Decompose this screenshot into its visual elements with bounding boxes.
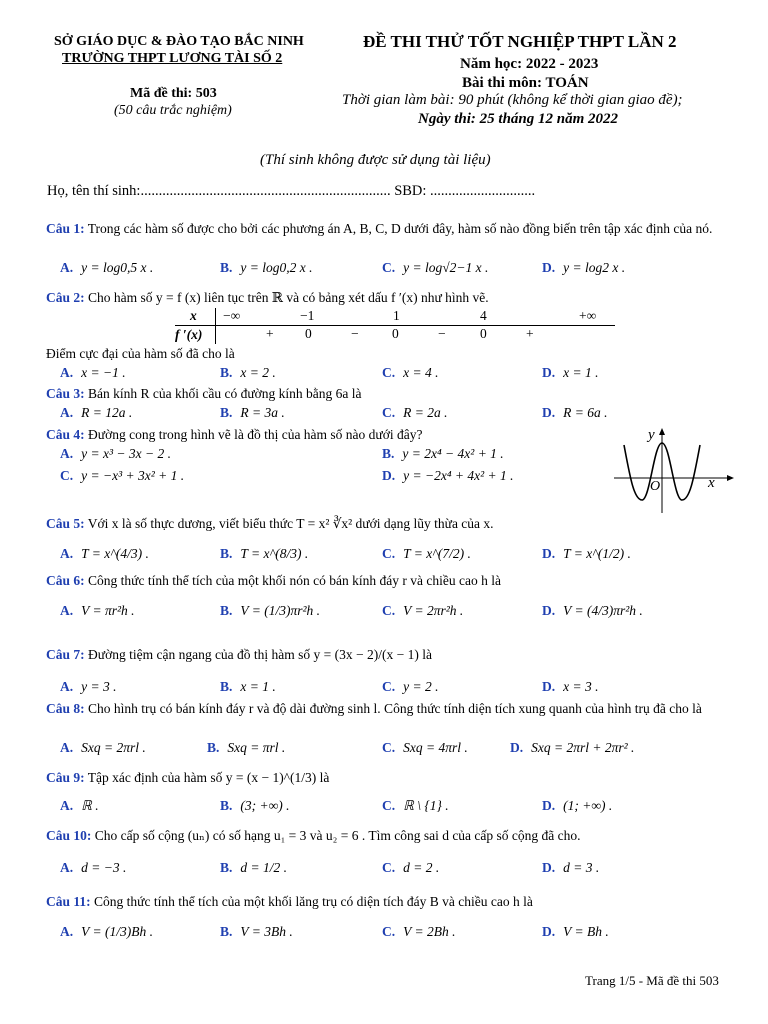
option-d: D. x = 1 . <box>542 365 599 380</box>
option-a: A. y = x³ − 3x − 2 . <box>60 446 171 461</box>
question-4: Câu 4: Đường cong trong hình vẽ là đồ thị của hàm số nào dưới đây? <box>46 427 423 442</box>
option-c: C. y = 2 . <box>382 679 439 694</box>
option-a: A. y = 3 . <box>60 679 117 694</box>
school-year: Năm học: 2022 - 2023 <box>460 56 599 72</box>
option-c: C. V = 2πr²h . <box>382 603 464 618</box>
origin-label: O <box>650 479 661 494</box>
exam-code: Mã đề thi: 503 <box>130 86 217 101</box>
option-a: A. T = x^(4/3) . <box>60 546 149 561</box>
option-d: D. V = (4/3)πr²h . <box>542 603 643 618</box>
question-1 <box>46 219 736 238</box>
question-2: Câu 2: Cho hàm số y = f (x) liên tục trên ℝ và có bảng xét dấu f ′(x) như hình vẽ. <box>46 290 489 305</box>
option-c: C. Sxq = 4πrl . <box>382 740 468 755</box>
option-c: C. y = −x³ + 3x² + 1 . <box>60 468 185 483</box>
question-9: Câu 9: Tập xác định của hàm số y = (x − 1)^(1/3) là <box>46 770 330 785</box>
time-limit: Thời gian làm bài: 90 phút (không kể thời gian giao đề); <box>342 92 683 108</box>
option-d: D. d = 3 . <box>542 860 600 875</box>
option-b: B. V = 3Bh . <box>220 924 293 939</box>
question-label: Câu 1: <box>46 221 85 236</box>
question-2-prompt: Điểm cực đại của hàm số đã cho là <box>46 346 235 361</box>
option-c: C. d = 2 . <box>382 860 440 875</box>
question-text: Trong các hàm số được cho bởi các phương án A, B, C, D dưới đây, hàm số nào đồng biến trên tập xác định của nó. <box>87 221 713 236</box>
option-d: D. y = −2x⁴ + 4x² + 1 . <box>382 468 514 483</box>
option-b: B. x = 1 . <box>220 679 276 694</box>
dept-name: SỞ GIÁO DỤC & ĐÀO TẠO BẮC NINH <box>54 34 304 49</box>
option-c: C. T = x^(7/2) . <box>382 546 471 561</box>
option-a: A. ℝ . <box>60 798 99 813</box>
option-b: B. Sxq = πrl . <box>207 740 286 755</box>
option-c: C. ℝ \ {1} . <box>382 798 449 813</box>
exam-title: ĐỀ THI THỬ TỐT NGHIỆP THPT LẦN 2 <box>363 32 677 51</box>
option-d: D. (1; +∞) . <box>542 798 613 813</box>
sign-table: x −∞ −1 1 4 +∞ f ′(x) + 0 − 0 − 0 + <box>175 308 615 344</box>
option-d: D. V = Bh . <box>542 924 609 939</box>
question-11: Câu 11: Công thức tính thể tích của một khối lăng trụ có diện tích đáy B và chiều cao h là <box>46 894 533 909</box>
option-b: B. y = 2x⁴ − 4x² + 1 . <box>382 446 504 461</box>
option-a: A. y = log0,5 x . <box>60 260 154 275</box>
page-footer: Trang 1/5 - Mã đề thi 503 <box>585 973 719 988</box>
no-materials-note: (Thí sinh không được sử dụng tài liệu) <box>260 152 491 168</box>
y-axis-label: y <box>648 427 655 443</box>
x-axis-label: x <box>708 475 715 491</box>
option-b: B. R = 3a . <box>220 405 285 420</box>
option-d: D. x = 3 . <box>542 679 599 694</box>
question-6: Câu 6: Công thức tính thể tích của một khối nón có bán kính đáy r và chiều cao h là <box>46 573 501 588</box>
option-b: B. T = x^(8/3) . <box>220 546 309 561</box>
option-b: B. y = log0,2 x . <box>220 260 313 275</box>
question-count: (50 câu trắc nghiệm) <box>114 103 232 118</box>
option-c: C. y = log√2−1 x . <box>382 260 489 275</box>
question-5: Câu 5: Với x là số thực dương, viết biểu thức T = x² ∛x² dưới dạng lũy thừa của x. <box>46 516 494 531</box>
option-b: B. d = 1/2 . <box>220 860 288 875</box>
exam-date: Ngày thi: 25 tháng 12 năm 2022 <box>418 111 619 127</box>
student-info-line: Họ, tên thí sinh:..................................................................... SBD: ............................. <box>47 183 536 199</box>
function-graph <box>612 425 742 515</box>
option-c: C. x = 4 . <box>382 365 439 380</box>
question-10: Câu 10: Cho cấp số cộng (uₙ) có số hạng u₁ = 3 và u₂ = 6 . Tìm công sai d của cấp số cộng đã cho. <box>46 828 581 843</box>
question-3: Câu 3: Bán kính R của khối cầu có đường kính bằng 6a là <box>46 386 362 401</box>
option-d: D. R = 6a . <box>542 405 608 420</box>
subject: Bài thi môn: TOÁN <box>462 75 589 91</box>
question-7: Câu 7: Đường tiệm cận ngang của đồ thị hàm số y = (3x − 2)/(x − 1) là <box>46 647 432 662</box>
option-a: A. V = (1/3)Bh . <box>60 924 153 939</box>
option-a: A. V = πr²h . <box>60 603 135 618</box>
option-b: B. x = 2 . <box>220 365 276 380</box>
option-d: D. Sxq = 2πrl + 2πr² . <box>510 740 635 755</box>
option-b: B. V = (1/3)πr²h . <box>220 603 321 618</box>
option-a: A. d = −3 . <box>60 860 127 875</box>
option-a: A. x = −1 . <box>60 365 126 380</box>
option-a: A. R = 12a . <box>60 405 133 420</box>
option-c: C. R = 2a . <box>382 405 448 420</box>
option-b: B. (3; +∞) . <box>220 798 290 813</box>
option-d: D. T = x^(1/2) . <box>542 546 631 561</box>
option-d: D. y = log2 x . <box>542 260 626 275</box>
option-c: C. V = 2Bh . <box>382 924 456 939</box>
school-name: TRƯỜNG THPT LƯƠNG TÀI SỐ 2 <box>62 51 283 66</box>
option-a: A. Sxq = 2πrl . <box>60 740 146 755</box>
question-8: Câu 8: Cho hình trụ có bán kính đáy r và độ dài đường sinh l. Công thức tính diện tích xung quanh của hình trụ đã cho là <box>46 701 702 716</box>
